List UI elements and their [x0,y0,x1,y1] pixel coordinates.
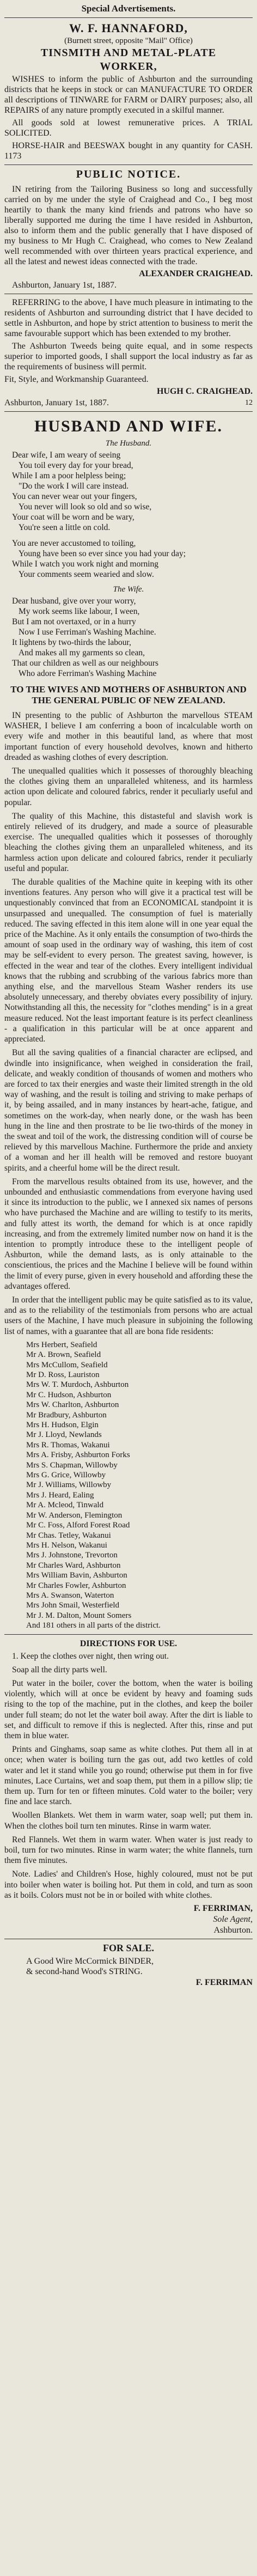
article-paragraph: IN presenting to the public of Ashburton the marvellous STEAM WASHER, I believe I am conferring a boon of incalculable worth on every wife and mother in this beautiful land, as where that most important function of every household devolves, known and hitherto dreaded as washing clothes of every description. [4,711,253,762]
poem-line: You toil every day for your bread, [19,461,133,470]
testimonial-name: Mrs H. Nelson, Wakanui [26,1540,107,1550]
testimonial-name: Mr Chas. Tetley, Wakanui [26,1531,111,1540]
poem-line: But I am not overtaxed, or in a hurry [12,617,136,626]
testimonial-name: Mrs William Bavin, Ashburton [26,1571,127,1580]
poem-line: It lightens by two-thirds the labour, [12,638,131,647]
article-paragraph: The unequalled qualities which it possesses of thoroughly bleaching the clothes giving them an unparalleled whiteness, and its harmless action upon delicate and coloured fabrics, render it peculiarly useful and popular. [4,766,253,807]
testimonial-name: Mrs J. Heard, Ealing [26,1490,94,1500]
article-paragraph: The quality of this Machine, this distasteful and slavish work is entirely relieved of its drudgery, and made a source of pleasurable exercise. The unequalled qualities which it possesses of thoroughly bleaching the clothes giving them an unparalleled whiteness, and its harmless action upon delicate and coloured fabrics, render it peculiarly useful and popular. [4,811,253,873]
advertiser-trade-line-1: TINSMITH AND METAL-PLATE [40,47,217,59]
testimonial-name: Mr W. Anderson, Flemington [26,1511,123,1520]
notice-signature: HUGH C. CRAIGHEAD. [156,387,253,396]
directions-signature: F. FERRIMAN, [193,1904,253,1914]
for-sale-advertisement [4,1942,253,1988]
poem-line: You never will look so old and so wise, [19,502,152,511]
testimonial-names-list [26,1340,253,1631]
for-sale-line: & second-hand Wood's STRING. [26,1967,143,1977]
poem-line: While I am a poor helpless being; [12,471,126,480]
notice-date: Ashburton, January 1st, 1887. [12,281,117,290]
notice-heading: PUBLIC NOTICE. [76,168,181,180]
for-sale-line: A Good Wire McCormick BINDER, [26,1957,154,1966]
testimonial-name: Mrs A. Frisby, Ashburton Forks [26,1451,130,1460]
notice-dateline [4,398,253,408]
for-sale-signature: F. FERRIMAN [195,1978,253,1988]
notice-paragraph: REFERRING to the above, I have much pleasure in intimating to the residents of Ashburton and surrounding district that I have decided to settle in Ashburton, and hope by strict attention to business to merit the same favourable support which has been extended to my brother. [4,298,253,338]
divider [4,411,253,412]
testimonial-name: Mr C. Foss, Alford Forest Road [26,1521,130,1530]
divider [4,17,253,18]
advert-number: 12 [245,399,253,407]
poem-line: You are never accustomed to toiling, [12,539,136,548]
for-sale-heading: FOR SALE. [102,1942,155,1954]
testimonial-name: Mr A. Mcleod, Tinwald [26,1501,104,1510]
testimonial-name: Mrs S. Chapman, Willowby [26,1460,118,1470]
article-paragraph: In order that the intelligent public may be quite satisfied as to its value, and as to the reliability of the testimonials from persons who are actual users of the Machine, I have much pleasure in subjoining the following list of names, with a guarantee that all are bona fide residents: [4,1295,253,1336]
poem-line: Young have been so ever since you had your day; [19,549,186,558]
testimonial-name: Mrs Herbert, Seafield [26,1340,97,1349]
poem-line: And makes all my garments so clean, [19,648,145,657]
poem-line: "Do the work I will care instead. [19,482,129,491]
poem-line: Who adore Ferriman's Washing Machine [19,669,157,678]
advert-headline: HUSBAND AND WIFE. [34,417,223,435]
testimonial-name: Mrs W. T. Murdoch, Ashburton [26,1380,129,1390]
poem-line: Your comments seem wearied and slow. [19,570,154,579]
article [4,684,253,1631]
hannaford-advertisement [4,21,253,161]
article-heading: TO THE WIVES AND MOTHERS OF ASHBURTON AND THE GENERAL PUBLIC OF NEW ZEALAND. [10,684,247,705]
divider [4,1634,253,1635]
testimonial-name: Mrs H. Hudson, Elgin [26,1421,99,1430]
poem-stanza [12,538,253,580]
article-paragraph: The durable qualities of the Machine quite in keeping with its other inventions features. Any person who will give it a practical test will be unquestionably convinced that from an ECONOMICAL standpoint it is unsurpassed and unequalled. The consumption of fuel is materially reduced. The saving effected in this item alone will in one year equal the price of the Machine. As it only entails the consumption of two-thirds the amount of soap used in the ordinary way of washing, this item of cost may be self-evident to every person. The greatest saving, however, is effected in the wear and tear of the clothes. Every intelligent individual knows that the rubbing and scrubbing of the various fabrics more than anything else, and the marvellous Steam Washer renders its use absolutely unnecessary, and thereby obviates every possibility of injury. Notwithstanding all this, the necessity for "clothes mending" is in a great measure reduced. Not the least important feature is its perfect cleanliness - a qualification in this particular will be at once apparent and appreciated. [4,878,253,1044]
notice-date: Ashburton, January 1st, 1887. [4,398,109,407]
directions-paragraph: Red Flannels. Wet them in warm water. When water is just ready to boil, turn for two minutes. Rinse in warm water; the white flannels, turn them five minutes. [4,1835,253,1866]
testimonial-name: Mr D. Ross, Lauriston [26,1371,100,1379]
directions-paragraph: Note. Ladies' and Children's Hose, highly coloured, must not be put into boiler when water is boiling hot. Put them in cold, and turn as soon as it boils. Colors must not be in or boiled with white clothes. [4,1869,253,1900]
notice-signature: ALEXANDER CRAIGHEAD. [139,269,253,278]
testimonial-name: Mrs G. Grice, Willowby [26,1471,106,1480]
directions-paragraph: Prints and Ginghams, soap same as white clothes. Put them all in at once; when water is boiling turn the gas out, add two kettles of cold water and let it stand while you go round; otherwise put them in for five minutes, Lace Curtains, wet and soap them, put them in a pillow slip; tie them up. Turn for ten or fifteen minutes. Cold water to the boiler; very fine and lace starch. [4,1745,253,1807]
poem-line: You can never wear out your fingers, [12,492,137,501]
directions-paragraph: 1. Keep the clothes over night, then wring out. [12,1651,169,1661]
advert-paragraph: WISHES to inform the public of Ashburton and the surrounding districts that he keeps in stock or can MANUFACTURE TO ORDER all descriptions of TINWARE for FARM or DAIRY purposes; also, all REPAIRS of any nature promptly executed in a skilful manner. [4,75,253,115]
guarantee-line: Fit, Style, and Workmanship Guaranteed. [4,375,149,384]
poem-wife-stanzas [4,596,253,679]
poem-line: You're seen a little on cold. [19,523,111,532]
testimonial-name: Mr Charles Fowler, Ashburton [26,1581,126,1590]
poem-husband-title: The Husband. [105,439,152,448]
section-title: Special Advertisements. [81,3,176,14]
poem-stanza [12,596,253,679]
directions-heading: DIRECTIONS FOR USE. [79,1639,178,1648]
directions-paragraph: Soap all the dirty parts well. [12,1665,107,1674]
poem-line: That our children as well as our neighbours [12,659,159,668]
testimonial-name: Mrs A. Swanson, Waterton [26,1591,114,1600]
testimonial-name: Mr J. Williams, Willowby [26,1481,112,1490]
poem-line: Dear wife, I am weary of seeing [12,450,121,460]
public-notice [4,168,253,290]
poem-line: Your coat will be worn and be wary, [12,513,134,522]
testimonial-name: Mr Bradbury, Ashburton [26,1410,107,1420]
craighead-notice [4,297,253,408]
testimonial-name: Mrs John Smail, Westerfield [26,1601,119,1610]
advert-paragraph: HORSE-HAIR and BEESWAX bought in any quantity for CASH. 1173 [4,141,253,161]
advert-paragraph: All goods sold at lowest remunerative prices. A TRIAL SOLICITED. [4,118,253,138]
directions-for-use [4,1639,253,1935]
poem-stanza [12,450,253,533]
directions-paragraph: Woollen Blankets. Wet them in warm water, soap well; put them in. When the clothes boil turn ten minutes. Rinse in warm water. [4,1811,253,1831]
testimonial-name: Mrs W. Charlton, Ashburton [26,1400,119,1410]
directions-signature-title: Sole Agent, [213,1915,253,1925]
testimonial-name: Mr J. M. Dalton, Mount Somers [26,1611,132,1620]
poem-line: Now I use Ferriman's Washing Machine. [19,628,156,637]
newspaper-column [4,0,253,1988]
testimonial-name: Mr J. Lloyd, Newlands [26,1430,102,1440]
testimonial-name: Mr C. Hudson, Ashburton [26,1390,112,1399]
poem-line: While I watch you work night and morning [12,559,159,569]
testimonial-name: Mrs J. Johnstone, Trevorton [26,1551,118,1560]
poem-line: Dear husband, give over your worry, [12,596,136,606]
poem-line: My work seems like labour, I ween, [19,607,140,616]
directions-paragraph: Put water in the boiler, cover the bottom, when the water is boiling violently, which will at once be evident by heavy and foaming suds rising to the top of the machine, put in the clothes, and keep the boiler under full steam; do not let the water boil away. After the dirt is liable to set, and difficult to remove if this is neglected. After this, rinse and put them in blue water. [4,1678,253,1740]
testimonial-name: Mrs McCullom, Seafield [26,1360,108,1369]
poem-husband-stanzas [4,450,253,580]
article-paragraph: From the marvellous results obtained from its use, however, and the unbounded and enthusiastic commendations from everyone having used it since its introduction to the public, we I annexed six names of persons who have purchased the Machine and are willing to testify to its merits, and fully attest its worth, the demand for which is at once rapidly increasing, and from the extremely limited number now on hand it is the intention to promptly introduce these to the intelligent people of Ashburton, while the demand lasts, as is only attainable to the conscientious, the prices and the Machine I believe will be found within the limit of every purse, given in every household and affording these the advantages offered. [4,1177,253,1291]
directions-signature-place: Ashburton. [213,1926,253,1935]
testimonial-name: Mr A. Brown, Seafield [26,1350,101,1360]
notice-paragraph: The Ashburton Tweeds being quite equal, and in some respects superior to imported goods, I shall support the local industry as far as the requirements of business will permit. [4,342,253,372]
advertiser-name: W. F. HANNAFORD, [69,21,188,35]
article-paragraph: But all the saving qualities of a financial character are eclipsed, and dwindle into insignificance, when weighed in consideration the frail, delicate, and weakly condition of thousands of women and mothers who are forced to tax their energies and waste their limited strength in the old way of washing, and the result is toiling and striving to make perhaps of it, by being assailed, and in many instances by heart-ache, fatigue, and sometimes on the work-day, when nearly done, or the wash has been hung in the line and then prostrate to be lie two-thirds of the money in the sweat and toil of the work, the distressing condition will of course be relieved by this marvellous Machine. Furthermore the pride and anxiety of a woman and her ill health will be removed and restore buoyant spirits, and a cheerful home will be the direct result. [4,1048,253,1173]
testimonial-name: And 181 others in all parts of the district. [26,1621,161,1630]
testimonial-name: Mr Charles Ward, Ashburton [26,1561,121,1570]
poem-wife-title: The Wife. [113,585,144,594]
husband-and-wife-advertisement [4,417,253,679]
notice-paragraph: IN retiring from the Tailoring Business so long and successfully carried on by me under the style of Craighead and Co., I beg most heartily to thank the many kind friends and patrons who have so liberally supported me during the time I have resided in Ashburton, also to inform them and the public generally that I have disposed of my business to Mr Hugh C. Craighead, who comes to New Zealand well recommended with over thirteen years practical experience, and all the latest and newest ideas connected with the trade. [4,185,253,266]
advertiser-address: (Burnett street, opposite "Mail" Office) [64,36,193,45]
advertiser-trade-line-2: WORKER, [100,60,157,72]
testimonial-name: Mrs R. Thomas, Wakanui [26,1440,110,1450]
